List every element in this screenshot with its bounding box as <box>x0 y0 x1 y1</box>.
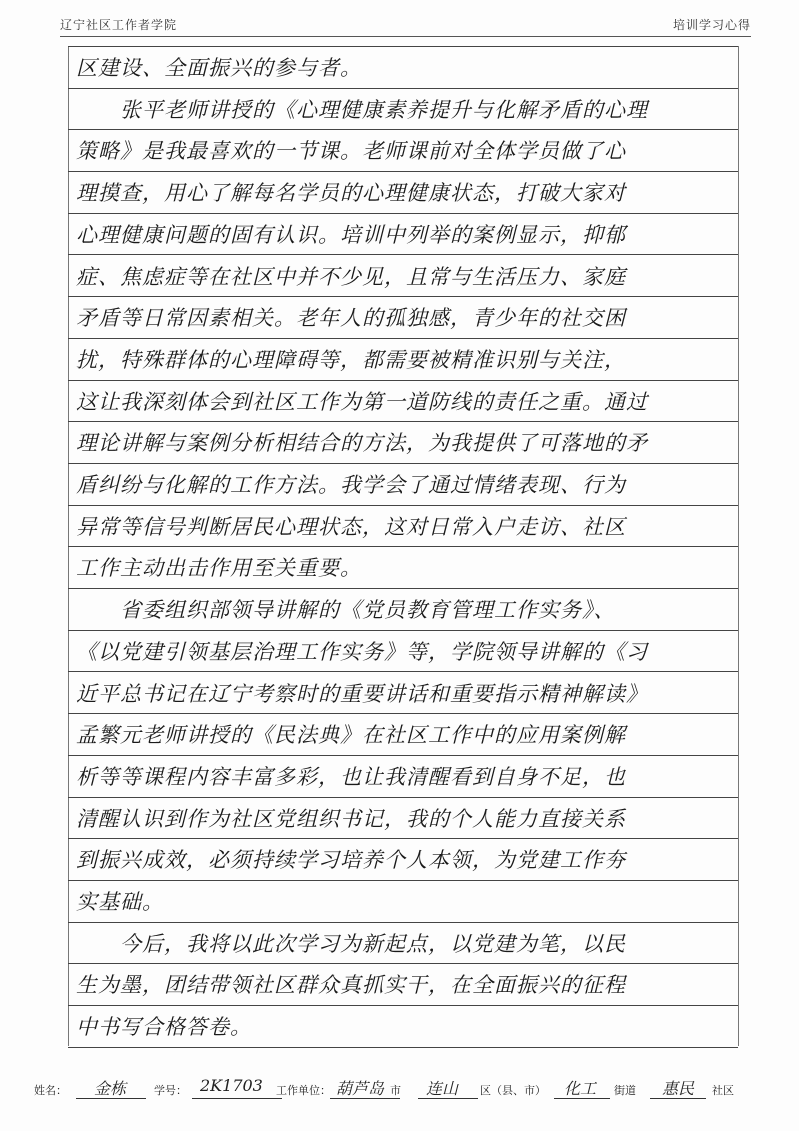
district-value: 连山 <box>426 1079 459 1098</box>
ruled-line <box>68 296 738 339</box>
header-institution: 辽宁社区工作者学院 <box>60 18 178 32</box>
handwritten-text-line: 孟繁元老师讲授的《民法典》在社区工作中的应用案例解 <box>76 723 626 748</box>
name-value: 金栋 <box>94 1079 127 1098</box>
ruled-line <box>68 463 738 506</box>
handwritten-text-line: 扰，特殊群体的心理障碍等，都需要被精准识别与关注， <box>76 347 626 372</box>
ruled-line <box>68 922 738 965</box>
handwritten-text-line: 心理健康问题的固有认识。培训中列举的案例显示，抑郁 <box>76 222 626 247</box>
ruled-line <box>68 713 738 756</box>
handwritten-text-line: 异常等信号判断居民心理状态，这对日常入户走访、社区 <box>76 514 626 539</box>
ruled-line <box>68 546 738 589</box>
handwritten-text-line: 实基础。 <box>76 890 164 914</box>
id-label: 学号： <box>154 1084 187 1097</box>
ruled-line <box>68 880 738 923</box>
handwritten-text-line: 盾纠纷与化解的工作方法。我学会了通过情绪表现、行为 <box>76 473 626 497</box>
ruled-line <box>68 46 738 89</box>
handwritten-text-line: 析等等课程内容丰富多彩，也让我清醒看到自身不足，也 <box>76 764 626 789</box>
ruled-line <box>68 213 738 256</box>
ruled-line <box>68 88 738 131</box>
handwritten-text-line: 张平老师讲授的《心理健康素养提升与化解矛盾的心理 <box>120 97 648 122</box>
header-rule <box>60 36 751 37</box>
ruled-line <box>68 1005 738 1048</box>
handwritten-text-line: 策略》是我最喜欢的一节课。老师课前对全体学员做了心 <box>76 139 626 164</box>
unit-label: 工作单位： <box>276 1084 331 1097</box>
ruled-line <box>68 630 738 673</box>
city-label: 市 <box>390 1084 401 1097</box>
name-label: 姓名： <box>34 1084 67 1097</box>
handwritten-text-line: 省委组织部领导讲解的《党员教育管理工作实务》、 <box>120 598 616 623</box>
ruled-line <box>68 963 738 1006</box>
ruled-line <box>68 380 738 423</box>
city-underline <box>330 1098 400 1099</box>
ruled-line <box>68 755 738 798</box>
handwritten-text-line: 症、焦虑症等在社区中并不少见，且常与生活压力、家庭 <box>76 264 626 289</box>
ruled-line <box>68 588 738 631</box>
handwritten-text-line: 区建设、全面振兴的参与者。 <box>76 56 362 80</box>
ruled-line <box>68 672 738 715</box>
footer-info <box>14 1076 779 1104</box>
handwritten-text-line: 工作主动出击作用至关重要。 <box>76 556 362 581</box>
street-value: 化工 <box>564 1079 597 1098</box>
street-label: 街道 <box>614 1084 636 1097</box>
ruled-line <box>68 338 738 381</box>
handwritten-text-line: 中书写合格答卷。 <box>76 1015 252 1040</box>
community-underline <box>650 1098 706 1099</box>
handwritten-text-line: 到振兴成效，必须持续学习培养个人本领，为党建工作夯 <box>76 848 626 873</box>
city-value: 葫芦岛 <box>336 1079 385 1098</box>
handwritten-text-line: 理摸查，用心了解每名学员的心理健康状态，打破大家对 <box>76 181 626 206</box>
street-underline <box>554 1098 610 1099</box>
right-margin-line <box>738 46 739 1046</box>
ruled-writing-sheet <box>68 46 738 1046</box>
handwritten-text-line: 《以党建引领基层治理工作实务》等，学院领导讲解的《习 <box>76 639 648 664</box>
handwritten-text-line: 今后，我将以此次学习为新起点，以党建为笔，以民 <box>120 931 626 956</box>
community-value: 惠民 <box>662 1079 695 1098</box>
handwritten-text-line: 这让我深刻体会到社区工作为第一道防线的责任之重。通过 <box>76 389 648 414</box>
handwritten-text-line: 理论讲解与案例分析相结合的方法，为我提供了可落地的矛 <box>76 431 648 456</box>
ruled-line <box>68 129 738 172</box>
ruled-line <box>68 797 738 840</box>
name-underline <box>76 1098 146 1099</box>
handwritten-text-line: 矛盾等日常因素相关。老年人的孤独感，青少年的社交困 <box>76 306 626 331</box>
district-label: 区（县、市） <box>480 1084 546 1097</box>
id-value: 2K1703 <box>200 1076 263 1095</box>
id-underline <box>192 1098 282 1099</box>
handwritten-text-line: 生为墨，团结带领社区群众真抓实干，在全面振兴的征程 <box>76 973 626 998</box>
handwritten-text-line: 近平总书记在辽宁考察时的重要讲话和重要指示精神解读》 <box>76 681 648 706</box>
ruled-line <box>68 838 738 881</box>
ruled-line <box>68 421 738 464</box>
header-doc-title: 培训学习心得 <box>672 18 751 32</box>
community-label: 社区 <box>712 1084 734 1097</box>
ruled-line <box>68 255 738 298</box>
ruled-line <box>68 171 738 214</box>
handwritten-text-line: 清醒认识到作为社区党组织书记，我的个人能力直接关系 <box>76 806 626 831</box>
ruled-line <box>68 505 738 548</box>
district-underline <box>418 1098 478 1099</box>
